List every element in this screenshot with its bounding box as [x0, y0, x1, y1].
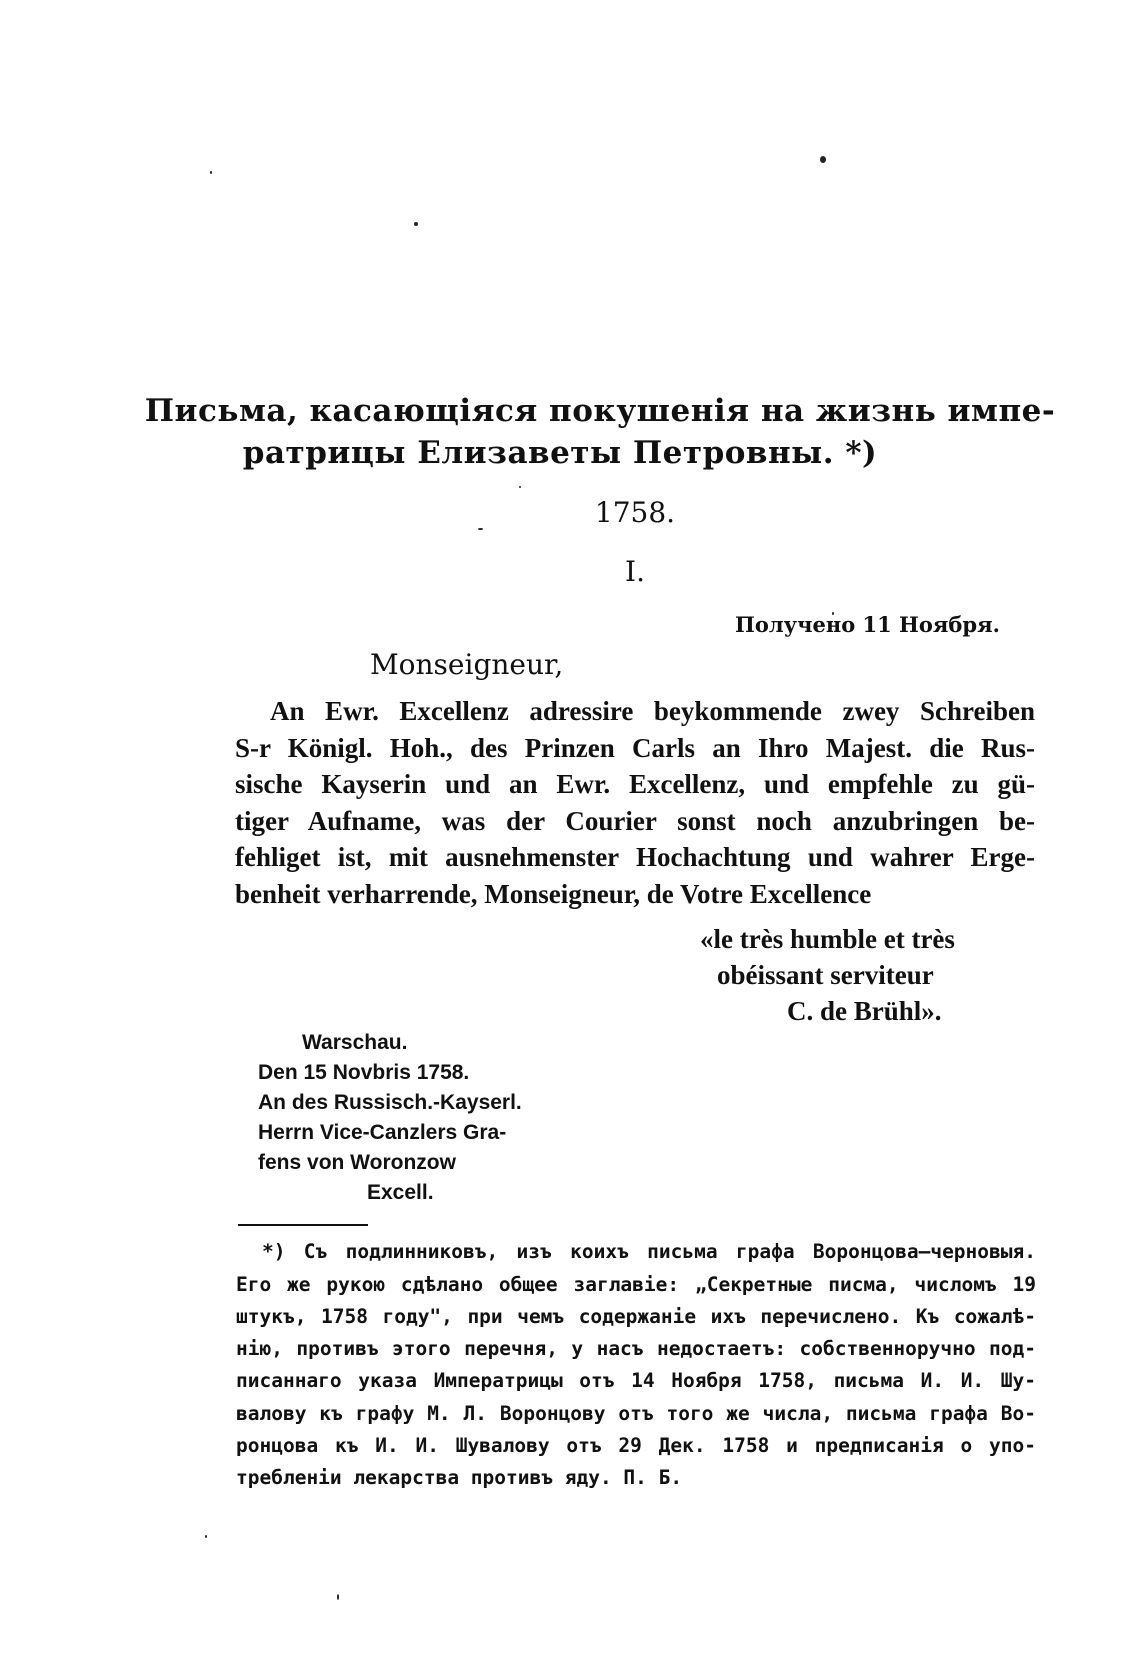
address-line: Warschau. — [302, 1031, 408, 1054]
scan-speck — [519, 486, 521, 488]
letter-closing-line: «le très humble et très — [700, 924, 955, 954]
footnote-line: ронцова къ И. И. Шувалову отъ 29 Дек. 1758 и предписанія о упо- — [236, 1434, 1036, 1457]
footnote-line: валову къ графу М. Л. Воронцову отъ того же числа, письма графа Во- — [236, 1402, 1036, 1425]
letter-body-line: An Ewr. Excellenz adressire beykommende zwey Schreiben — [270, 696, 1035, 726]
address-line: Excell. — [367, 1181, 434, 1204]
address-line: Herrn Vice-Canzlers Gra- — [258, 1121, 507, 1144]
letter-body-line: tiger Aufname, was der Courier sonst noch anzubringen be- — [235, 806, 1035, 836]
received-note: Получено 11 Ноября. — [735, 612, 1000, 637]
section-number: I. — [625, 555, 645, 588]
footnote-line: писаннаго указа Императрицы отъ 14 Ноября 1758, письма И. И. Шу- — [236, 1369, 1036, 1392]
footnote-line: штукъ, 1758 году", при чемъ содержаніе ихъ перечислено. Къ сожалѣ- — [236, 1305, 1036, 1328]
letter-salutation: Monseigneur, — [370, 648, 564, 681]
footnote-line: *) Съ подлинниковъ, изъ коихъ письма графа Воронцова—черновыя. — [262, 1240, 1036, 1263]
scan-speck — [210, 171, 212, 174]
letter-closing-line: obéissant serviteur — [717, 960, 934, 990]
scan-speck — [205, 1535, 207, 1538]
letter-body-line: sische Kayserin und an Ewr. Excellenz, und empfehle zu gü- — [235, 769, 1035, 799]
footnote-line: Его же рукою сдѣлано общее заглавіе: „Секретные писма, числомъ 19 — [236, 1273, 1036, 1296]
scan-speck — [337, 1594, 339, 1600]
footnote-line: требленіи лекарства противъ яду. П. Б. — [236, 1466, 683, 1489]
letter-body-line: S-r Königl. Hoh., des Prinzen Carls an Ihro Majest. die Rus- — [235, 733, 1035, 763]
letter-body-line: benheit verharrende, Monseigneur, de Votre Excellence — [235, 879, 872, 909]
letter-body-line: fehliget ist, mit ausnehmenster Hochachtung und wahrer Erge- — [235, 842, 1035, 872]
footnote-line: нію, противъ этого перечня, у насъ недостаетъ: собственноручно под- — [236, 1337, 1036, 1360]
address-line: An des Russisch.-Kayserl. — [258, 1091, 522, 1114]
letter-signature: C. de Brühl». — [787, 996, 942, 1026]
address-line: Den 15 Novbris 1758. — [258, 1061, 470, 1084]
scan-speck — [414, 222, 418, 226]
scan-speck — [820, 156, 826, 163]
page-title-line-2: ратрицы Елизаветы Петровны. *) — [242, 435, 878, 471]
year-heading: 1758. — [594, 496, 676, 529]
address-line: fens von Woronzow — [258, 1151, 456, 1174]
footnote-divider — [238, 1224, 368, 1226]
page-title-line-1: Письма, касающіяся покушенія на жизнь импе- — [144, 393, 1056, 429]
